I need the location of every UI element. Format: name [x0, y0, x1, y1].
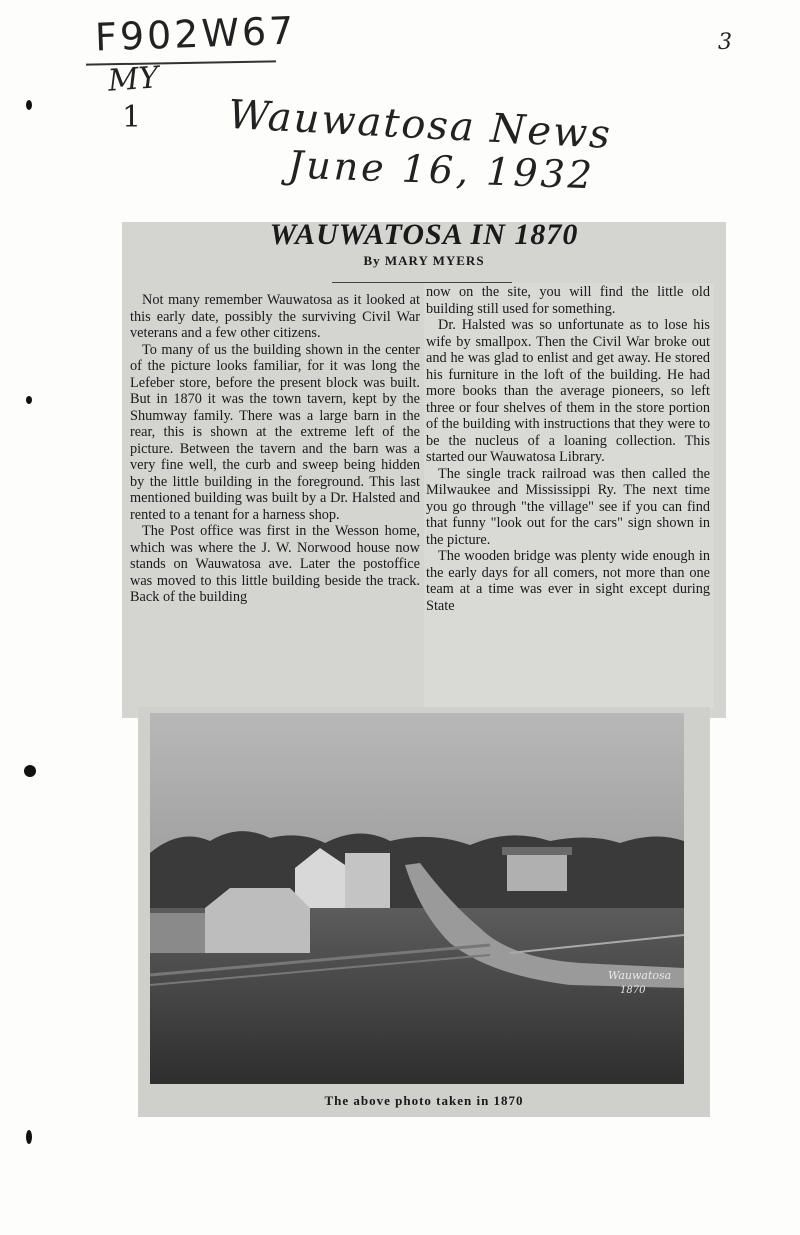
article-byline: By MARY MYERS — [363, 253, 485, 268]
article-headline: WAUWATOSA IN 1870 — [269, 218, 579, 251]
photo-inscription-year: 1870 — [620, 985, 646, 996]
handwritten-source: Wauwatosa News — [227, 91, 613, 159]
photo-tavern-wing — [345, 853, 390, 908]
photo-caption: The above photo taken in 1870 — [324, 1093, 524, 1108]
article-paragraph: Not many remember Wauwatosa as it looked at this early date, possibly the surviving Civil War veterans and a few other citizens. — [130, 292, 420, 341]
article-right-column — [426, 284, 710, 614]
scan-speck — [26, 100, 32, 110]
scan-speck — [26, 1130, 32, 1144]
scan-speck — [26, 396, 32, 404]
historic-photo — [150, 713, 684, 1084]
article-paragraph: The single track railroad was then called the Milwaukee and Mississippi Ry. The next time you go through "the village" see if you can find that funny "look out for the cars" sign shown in the picture. — [426, 465, 710, 548]
handwritten-item-number: 1 — [122, 100, 142, 135]
scan-speck — [24, 765, 36, 777]
handwritten-initials: MY — [106, 60, 160, 99]
photo-far-building-roof — [502, 847, 572, 855]
handwritten-date: June 16, 1932 — [287, 142, 596, 198]
page-number: 3 — [718, 30, 732, 55]
photo-inscription-place: Wauwatosa — [608, 969, 672, 982]
catalog-number: F902W67 — [94, 8, 298, 60]
article-paragraph: now on the site, you will find the little old building still used for something. — [426, 284, 710, 317]
photo-sky — [150, 713, 684, 853]
photo-far-building — [507, 851, 567, 891]
byline-rule — [332, 282, 512, 283]
article-paragraph: The Post office was first in the Wesson home, which was where the J. W. Norwood house now stands on Wauwatosa ave. Later the postoffice was moved to this little building beside the track. Back of the building — [130, 523, 420, 605]
photo-harness-shop — [205, 888, 310, 953]
article-paragraph: Dr. Halsted was so unfortunate as to lose his wife by smallpox. Then the Civil War broke out and he was glad to enlist and get away. He stored his furniture in the loft of the building. He had more books than the average pioneers, so left three or four shelves of them in the store portion of the building with instructions that they were to be the nucleus of a loaning collection. This started our Wauwatosa Library. — [426, 317, 710, 465]
article-left-column — [130, 292, 420, 606]
photo-shed — [150, 913, 205, 953]
article-paragraph: The wooden bridge was plenty wide enough in the early days for all comers, not more than one team at a time was ever in sight except during State — [426, 548, 710, 614]
article-paragraph: To many of us the building shown in the center of the picture looks familiar, for it was long the Lefeber store, before the present block was built. But in 1870 it was the town tavern, kept by the Shumway family. There was a large barn in the rear, this is shown at the extreme left of the picture. Between the tavern and the barn was a very fine well, the curb and sweep being hidden by the little building in the foreground. This last mentioned building was built by a Dr. Halsted and rented to a tenant for a harness shop. — [130, 341, 420, 523]
